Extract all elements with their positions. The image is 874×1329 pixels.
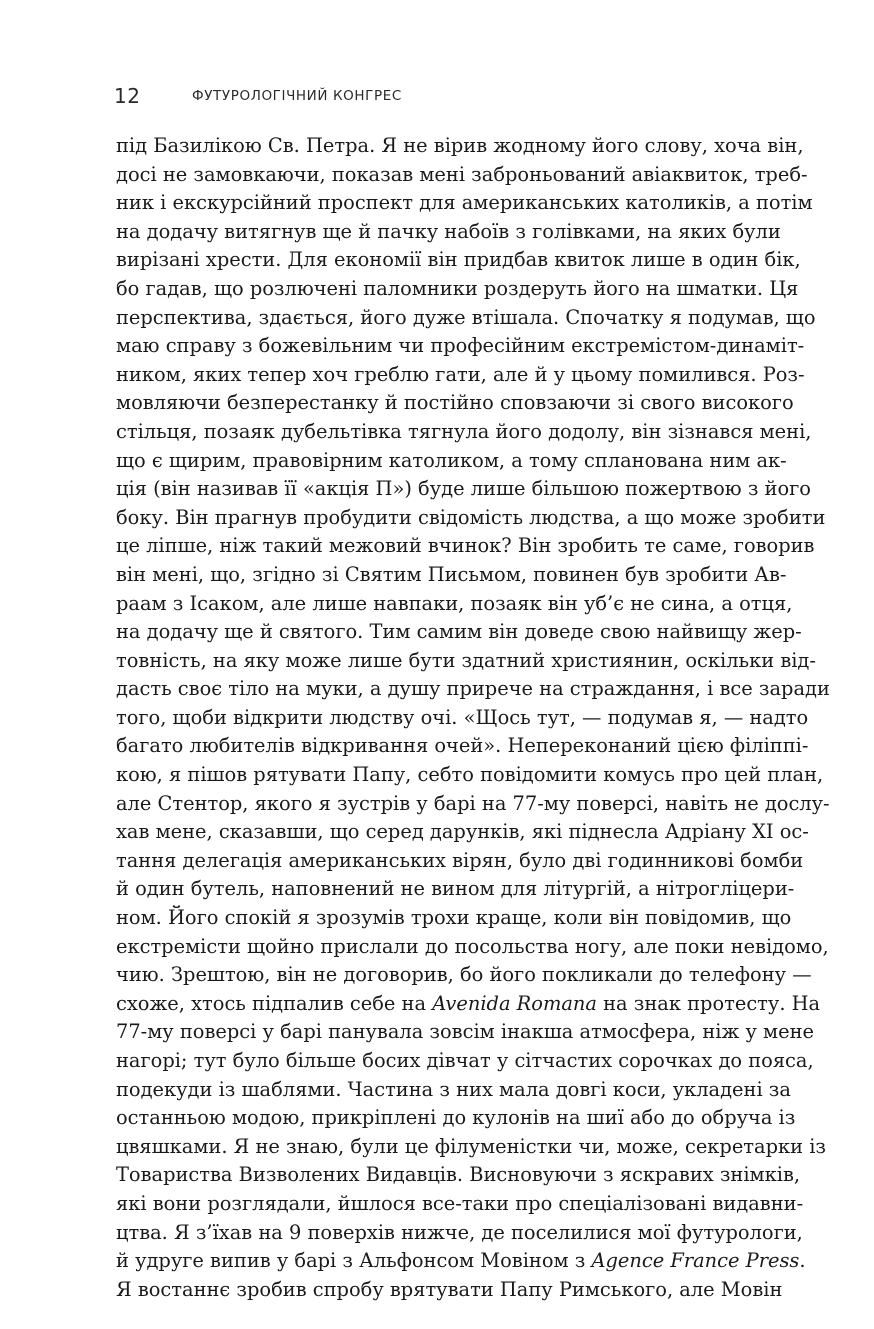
text-line: останньою модою, прикріплені до кулонів на шиї або до обруча із [116,1106,796,1130]
text-line: кою, я пішов рятувати Папу, себто повідомити комусь про цей план, [116,763,824,787]
text-line: цтва. Я з’їхав на 9 поверхів нижче, де поселилися мої футурологи, [116,1220,803,1244]
text-line [116,1247,806,1276]
page-number: 12 [114,84,141,108]
text-line: боку. Він прагнув пробудити свідомість людства, а що може зробити [116,505,826,529]
text-line: дасть своє тіло на муки, а душу прирече на страждання, і все заради [116,677,830,701]
text-line: маю справу з божевільним чи професійним екстремістом-динаміт- [116,334,805,358]
italic-phrase: Agence France Press [591,1249,800,1273]
text-line: стільця, позаяк дубельтівка тягнула його додолу, він зізнався мені, [116,419,812,443]
text-line: багато любителів відкривання очей». Непереконаний цією філіппі- [116,734,809,758]
text-line: хав мене, сказавши, що серед дарунків, які піднесла Адріану XI ос- [116,820,809,844]
text-line: вирізані хрести. Для економії він придбав квиток лише в один бік, [116,248,801,272]
text-line: під Базилікою Св. Петра. Я не вірив жодному його слову, хоча він, [116,134,804,157]
text-line: 77-му поверсі у барі панувала зовсім інакша атмосфера, ніж у мене [116,1020,814,1044]
text-line: чию. Зрештою, він не договорив, бо його покликали до телефону — [116,963,812,987]
text-line: цвяшками. Я не знаю, були це філуменістки чи, може, секретарки із [116,1134,826,1158]
text-line [116,990,821,1019]
text-segment: . [799,1249,806,1273]
text-line: ція (він називав її «акція П») буде лише більшою пожертвою з його [116,477,811,501]
text-line: Товариства Визволених Видавців. Висновуючи з яскравих знімків, [116,1163,801,1187]
text-line: мовляючи безперестанку й постійно сповзаючи зі свого високого [116,391,794,415]
text-line: але Стентор, якого я зустрів у барі на 77-му поверсі, навіть не дослу- [116,791,830,815]
text-line: це ліпше, ніж такий межовий вчинок? Він зробить те саме, говорив [116,534,815,558]
text-line: на додачу ще й святого. Тим самим він доведе свою найвищу жер- [116,620,802,644]
text-line: товність, на яку може лише бути здатний християнин, оскільки від- [116,648,816,672]
text-line: тання делегація американських вірян, було дві годинникові бомби [116,848,804,872]
text-line: перспектива, здається, його дуже втішала. Спочатку я подумав, що [116,305,816,329]
text-segment: на знак протесту. На [596,991,821,1015]
italic-phrase: Avenida Romana [432,991,597,1015]
text-line: Я востаннє зробив спробу врятувати Папу Римського, але Мовін [116,1277,783,1301]
text-line: які вони розглядали, йшлося все-таки про спеціалізовані видавни- [116,1191,804,1215]
text-segment: схоже, хтось підпалив себе на [116,991,433,1015]
text-line: раам з Ісаком, але лише навпаки, позаяк він уб’є не сина, а отця, [116,591,793,615]
text-line: досі не замовкаючи, показав мені заброньований авіаквиток, треб- [116,162,808,186]
text-line: нагорі; тут було більше босих дівчат у сітчастих сорочках до пояса, [116,1049,814,1072]
text-line: ником, яких тепер хоч греблю гати, але й у цьому помилився. Роз- [116,362,805,386]
text-line: він мені, що, згідно зі Святим Письмом, повинен був зробити Ав- [116,562,787,586]
running-title: ФУТУРОЛОГІЧНИЙ КОНГРЕС [192,88,402,104]
text-line: бо гадав, що розлючені паломники роздеруть його на шматки. Ця [116,276,799,300]
text-segment: й удруге випив у барі з Альфонсом Мовіном з [116,1249,592,1273]
text-line: ник і екскурсійний проспект для американських католиків, а потім [116,191,813,215]
body-text [116,132,830,1304]
text-line: екстремісти щойно прислали до посольства ногу, але поки невідомо, [116,934,829,958]
text-line: й один бутель, наповнений не вином для літургій, а нітрогліцери- [116,877,795,901]
text-line: на додачу витягнув ще й пачку набоїв з голівками, на яких були [116,219,781,243]
text-line: що є щирим, правовірним католиком, а тому спланована ним ак- [116,448,787,472]
text-line: того, щоби відкрити людству очі. «Щось тут, — подумав я, — надто [116,705,809,729]
text-line: ном. Його спокій я зрозумів трохи краще, коли він повідомив, що [116,906,792,930]
text-line: подекуди із шаблями. Частина з них мала довгі коси, укладені за [116,1077,791,1101]
